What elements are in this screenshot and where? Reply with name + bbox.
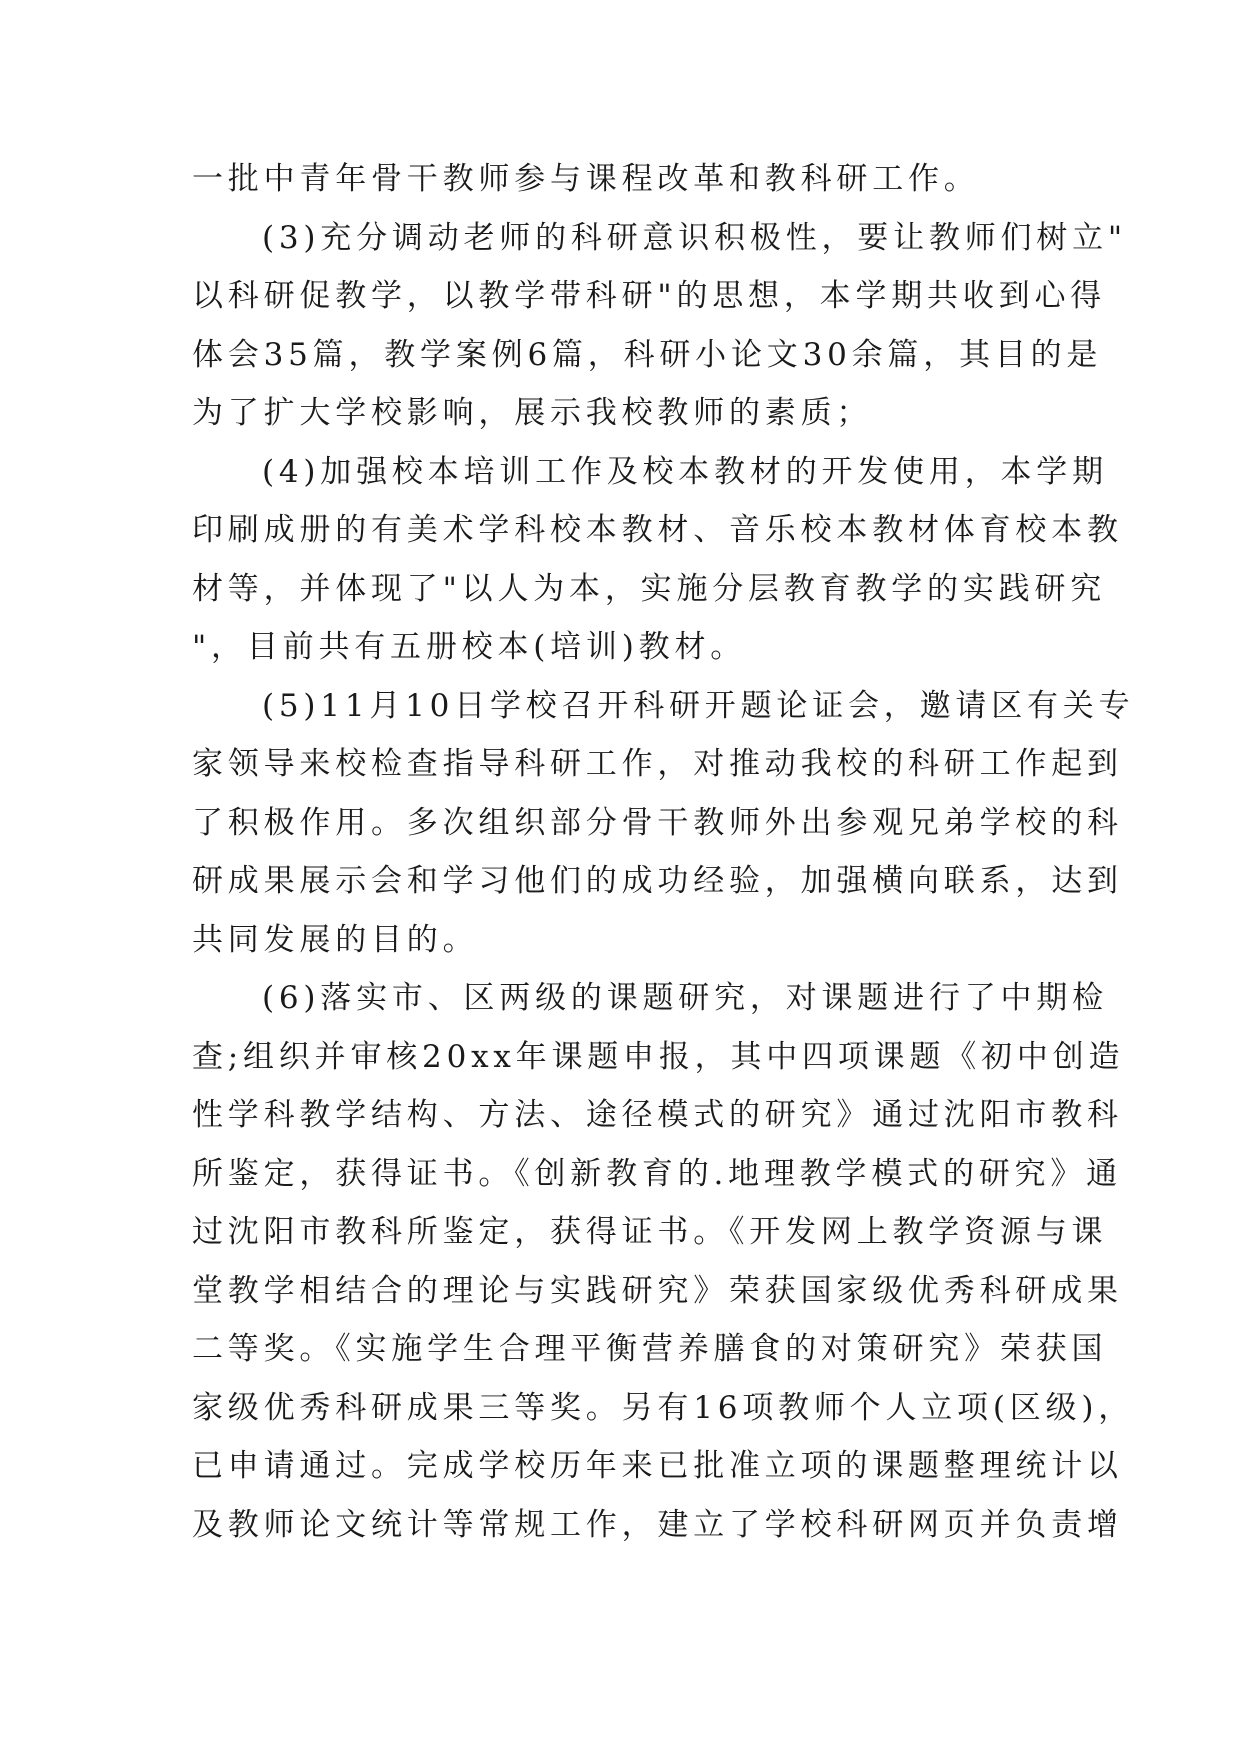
text-line: (3)充分调动老师的科研意识积极性，要让教师们树立" — [262, 219, 1127, 256]
text-line: 所鉴定，获得证书。《创新教育的.地理教学模式的研究》通 — [192, 1155, 1122, 1192]
text-line: 一批中青年骨干教师参与课程改革和教科研工作。 — [192, 161, 980, 197]
text-line: 二等奖。《实施学生合理平衡营养膳食的对策研究》荣获国 — [192, 1331, 1108, 1367]
text-line: (4)加强校本培训工作及校本教材的开发使用，本学期 — [262, 453, 1108, 490]
text-line: 材等，并体现了"以人为本，实施分层教育教学的实践研究 — [192, 570, 1107, 607]
text-line: 为了扩大学校影响，展示我校教师的素质； — [192, 395, 873, 431]
text-line: 研成果展示会和学习他们的成功经验，加强横向联系，达到 — [192, 863, 1123, 899]
text-line: 共同发展的目的。 — [192, 921, 479, 958]
text-line: "，目前共有五册校本(培训)教材。 — [192, 629, 747, 665]
text-line: 及教师论文统计等常规工作，建立了学校科研网页并负责增 — [192, 1506, 1123, 1543]
text-line: (5)11月10日学校召开科研开题论证会，邀请区有关专 — [262, 687, 1135, 724]
text-line: 查;组织并审核20xx年课题申报，其中四项课题《初中创造 — [192, 1038, 1125, 1075]
document-body — [192, 150, 1135, 1554]
text-line: 家领导来校检查指导科研工作，对推动我校的科研工作起到 — [192, 746, 1123, 782]
text-line: (6)落实市、区两级的课题研究，对课题进行了中期检 — [262, 980, 1108, 1016]
text-line: 家级优秀科研成果三等奖。另有16项教师个人立项(区级)， — [192, 1389, 1135, 1426]
text-line: 已申请通过。完成学校历年来已批准立项的课题整理统计以 — [192, 1448, 1123, 1484]
text-line: 体会35篇，教学案例6篇，科研小论文30余篇，其目的是 — [192, 336, 1103, 373]
text-line: 印刷成册的有美术学科校本教材、音乐校本教材体育校本教 — [192, 512, 1123, 548]
text-line: 性学科教学结构、方法、途径模式的研究》通过沈阳市教科 — [192, 1097, 1123, 1133]
text-line: 了积极作用。多次组织部分骨干教师外出参观兄弟学校的科 — [192, 804, 1123, 841]
text-line: 以科研促教学，以教学带科研"的思想，本学期共收到心得 — [192, 278, 1107, 314]
text-line: 堂教学相结合的理论与实践研究》荣获国家级优秀科研成果 — [192, 1272, 1123, 1309]
text-line: 过沈阳市教科所鉴定，获得证书。《开发网上教学资源与课 — [192, 1214, 1108, 1250]
